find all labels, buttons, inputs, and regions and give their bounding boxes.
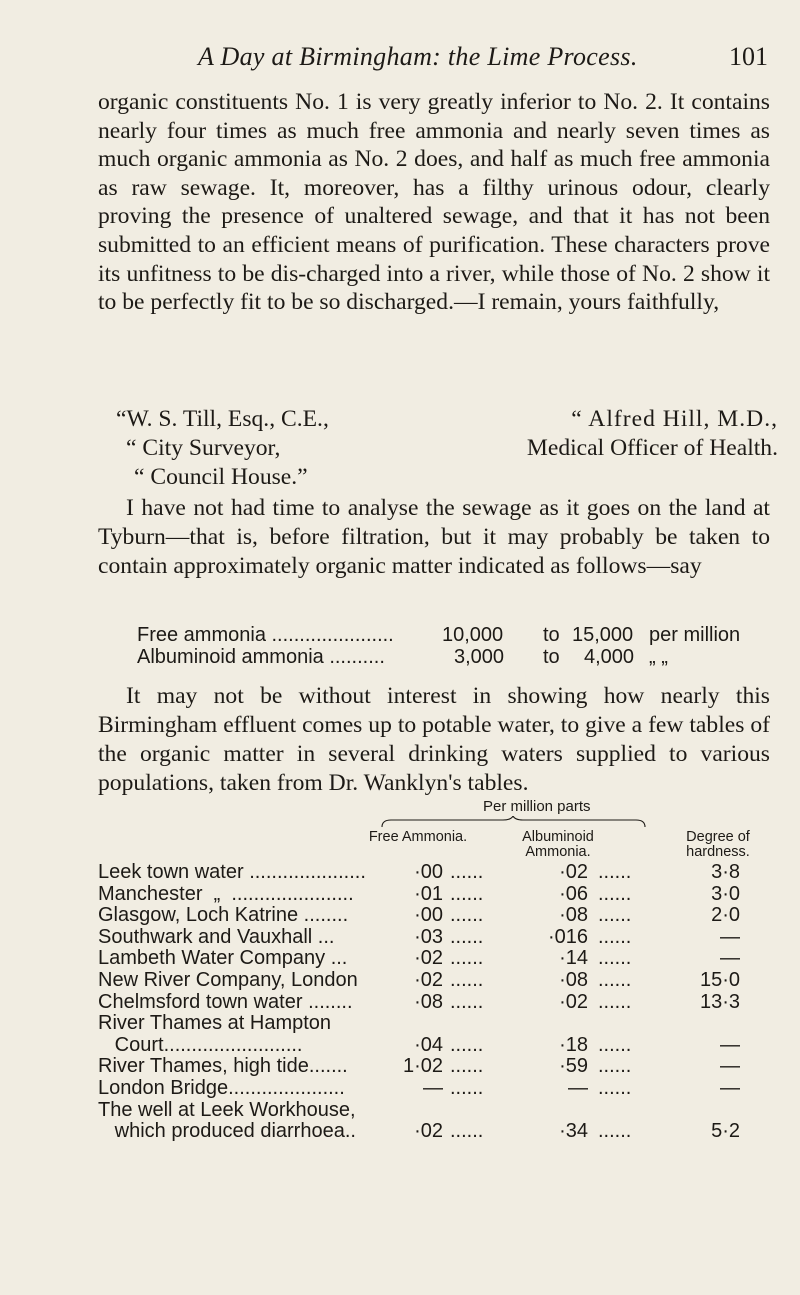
row-name: Lambeth Water Company ... [98, 947, 348, 970]
author-title: Medical Officer of Health. [526, 434, 778, 461]
paragraph-text: I have not had time to analyse the sewage as it goes on the land at Tyburn—that is, before filtration, but it may probably be taken to contain approximately organic matter indicated as follows—say [98, 495, 770, 579]
dot-leader: ...... [450, 1121, 484, 1143]
cell-hardness: 3·8 [711, 861, 740, 883]
row-name: Southwark and Vauxhall ... [98, 925, 335, 948]
addressee-address: “ Council House.” [134, 463, 308, 490]
cell-albuminoid-ammonia: ·14 [559, 947, 588, 970]
body-paragraph-3 [98, 682, 770, 798]
dot-leader: ...... [598, 1034, 632, 1056]
estimate-row [137, 647, 777, 669]
estimate-row [137, 625, 777, 647]
dot-leader: ...... [598, 1121, 632, 1143]
cell-albuminoid-ammonia: ·08 [559, 968, 588, 991]
cell-free-ammonia: ·02 [414, 968, 443, 991]
row-name: River Thames at Hampton Court......................... [98, 1012, 332, 1056]
author-name: “ Alfred Hill, M.D., [571, 406, 778, 432]
dot-leader: ...... [598, 991, 632, 1013]
dot-leader: ...... [450, 948, 484, 970]
table-row [98, 1056, 778, 1078]
paragraph-text: organic constituents No. 1 is very greatly inferior to No. 2. It contains nearly four times as much free ammonia and nearly seven times as much organic ammonia as No. 2 does, and half as much free ammonia as raw sewage. It, moreover, has a filthy urinous odour, clearly proving the presence of unaltered sewage, and that it has not been submitted to an efficient means of purification. These characters prove its unfitness to be dis-charged into a river, while those of No. 2 show it to be perfectly fit to be so discharged.—I remain, yours faithfully, [98, 89, 770, 316]
body-paragraph-2 [98, 494, 770, 580]
signature-author [438, 405, 778, 463]
estimate-unit: „ „ [649, 645, 668, 668]
row-name: Manchester „ ...................... [98, 882, 354, 905]
cell-free-ammonia: ·00 [414, 861, 443, 883]
column-header-albuminoid-ammonia: Albuminoid Ammonia. [522, 829, 594, 860]
table-row [98, 927, 778, 949]
table-caption: Per million parts [483, 798, 591, 815]
cell-albuminoid-ammonia: — [568, 1076, 588, 1099]
dot-leader: ...... [450, 905, 484, 927]
cell-albuminoid-ammonia: ·08 [559, 904, 588, 927]
cell-albuminoid-ammonia: ·34 [559, 1120, 588, 1143]
estimate-list [137, 625, 777, 668]
cell-free-ammonia: 1·02 [402, 1055, 443, 1078]
cell-free-ammonia: ·02 [414, 1120, 443, 1143]
table-row [98, 862, 778, 884]
cell-hardness: — [720, 925, 740, 948]
estimate-label: Free ammonia ...................... [137, 624, 394, 646]
dot-leader: ...... [450, 991, 484, 1013]
column-header-free-ammonia: Free Ammonia. [368, 829, 468, 845]
dot-leader: ...... [598, 883, 632, 905]
cell-free-ammonia: ·03 [414, 925, 443, 948]
dot-leader: ...... [450, 1034, 484, 1056]
cell-hardness: — [720, 1055, 740, 1078]
table-row [98, 1013, 778, 1056]
row-name: New River Company, London [98, 968, 358, 991]
cell-albuminoid-ammonia: ·02 [559, 990, 588, 1013]
column-header-hardness: Degree of hardness. [686, 829, 750, 860]
estimate-low: 3,000 [454, 645, 505, 668]
estimate-high: 15,000 [572, 624, 634, 646]
signature-addressee [116, 405, 446, 491]
cell-albuminoid-ammonia: ·02 [559, 861, 588, 883]
cell-hardness: 15·0 [699, 968, 740, 991]
table-row [98, 1100, 778, 1143]
table-row [98, 905, 778, 927]
estimate-high: 4,000 [584, 645, 635, 668]
cell-albuminoid-ammonia: ·59 [559, 1055, 588, 1078]
row-name: Glasgow, Loch Katrine ........ [98, 904, 349, 927]
dot-leader: ...... [450, 1077, 484, 1099]
estimate-to: to [543, 624, 560, 646]
estimate-label: Albuminoid ammonia .......... [137, 645, 385, 668]
estimate-to: to [543, 645, 560, 668]
row-name: River Thames, high tide....... [98, 1055, 348, 1078]
row-name: Leek town water ..................... [98, 861, 366, 883]
cell-free-ammonia: ·02 [414, 947, 443, 970]
cell-albuminoid-ammonia: ·016 [547, 925, 588, 948]
addressee-name: “W. S. Till, Esq., C.E., [116, 406, 329, 432]
estimate-unit: per million [649, 624, 741, 646]
body-paragraph-1 [98, 88, 770, 317]
cell-hardness: 3·0 [711, 882, 740, 905]
dot-leader: ...... [450, 883, 484, 905]
table-body [98, 862, 778, 1143]
cell-hardness: 2·0 [711, 904, 740, 927]
dot-leader: ...... [450, 969, 484, 991]
dot-leader: ...... [598, 1077, 632, 1099]
cell-free-ammonia: ·01 [414, 882, 443, 905]
dot-leader: ...... [598, 926, 632, 948]
table-row [98, 884, 778, 906]
table-row [98, 970, 778, 992]
addressee-title: “ City Surveyor, [126, 434, 281, 461]
dot-leader: ...... [598, 905, 632, 927]
dot-leader: ...... [598, 862, 632, 883]
row-name: Chelmsford town water ........ [98, 990, 353, 1013]
running-title: A Day at Birmingham: the Lime Process. [198, 42, 638, 71]
cell-free-ammonia: ·04 [414, 1033, 443, 1056]
cell-hardness: 13·3 [699, 990, 740, 1013]
dot-leader: ...... [598, 969, 632, 991]
dot-leader: ...... [450, 862, 484, 883]
paragraph-text: It may not be without interest in showing how nearly this Birmingham effluent comes up to potable water, to give a few tables of the organic matter in several drinking waters supplied to various populations, taken from Dr. Wanklyn's tables. [98, 683, 770, 796]
running-header [98, 42, 768, 72]
cell-hardness: — [720, 947, 740, 970]
dot-leader: ...... [450, 1056, 484, 1078]
cell-albuminoid-ammonia: ·06 [559, 882, 588, 905]
cell-free-ammonia: — [423, 1076, 443, 1099]
table-row [98, 992, 778, 1014]
cell-free-ammonia: ·00 [414, 904, 443, 927]
cell-free-ammonia: ·08 [414, 990, 443, 1013]
brace-icon [381, 816, 646, 828]
estimate-low: 10,000 [442, 624, 504, 646]
table-row [98, 948, 778, 970]
row-name: London Bridge..................... [98, 1076, 345, 1099]
page-number: 101 [729, 42, 768, 71]
cell-hardness: — [720, 1076, 740, 1099]
cell-hardness: 5·2 [711, 1120, 740, 1143]
cell-albuminoid-ammonia: ·18 [559, 1033, 588, 1056]
cell-hardness: — [720, 1033, 740, 1056]
table-row [98, 1078, 778, 1100]
row-name: The well at Leek Workhouse, which produced diarrhoea.. [98, 1098, 356, 1143]
dot-leader: ...... [598, 948, 632, 970]
dot-leader: ...... [450, 926, 484, 948]
dot-leader: ...... [598, 1056, 632, 1078]
